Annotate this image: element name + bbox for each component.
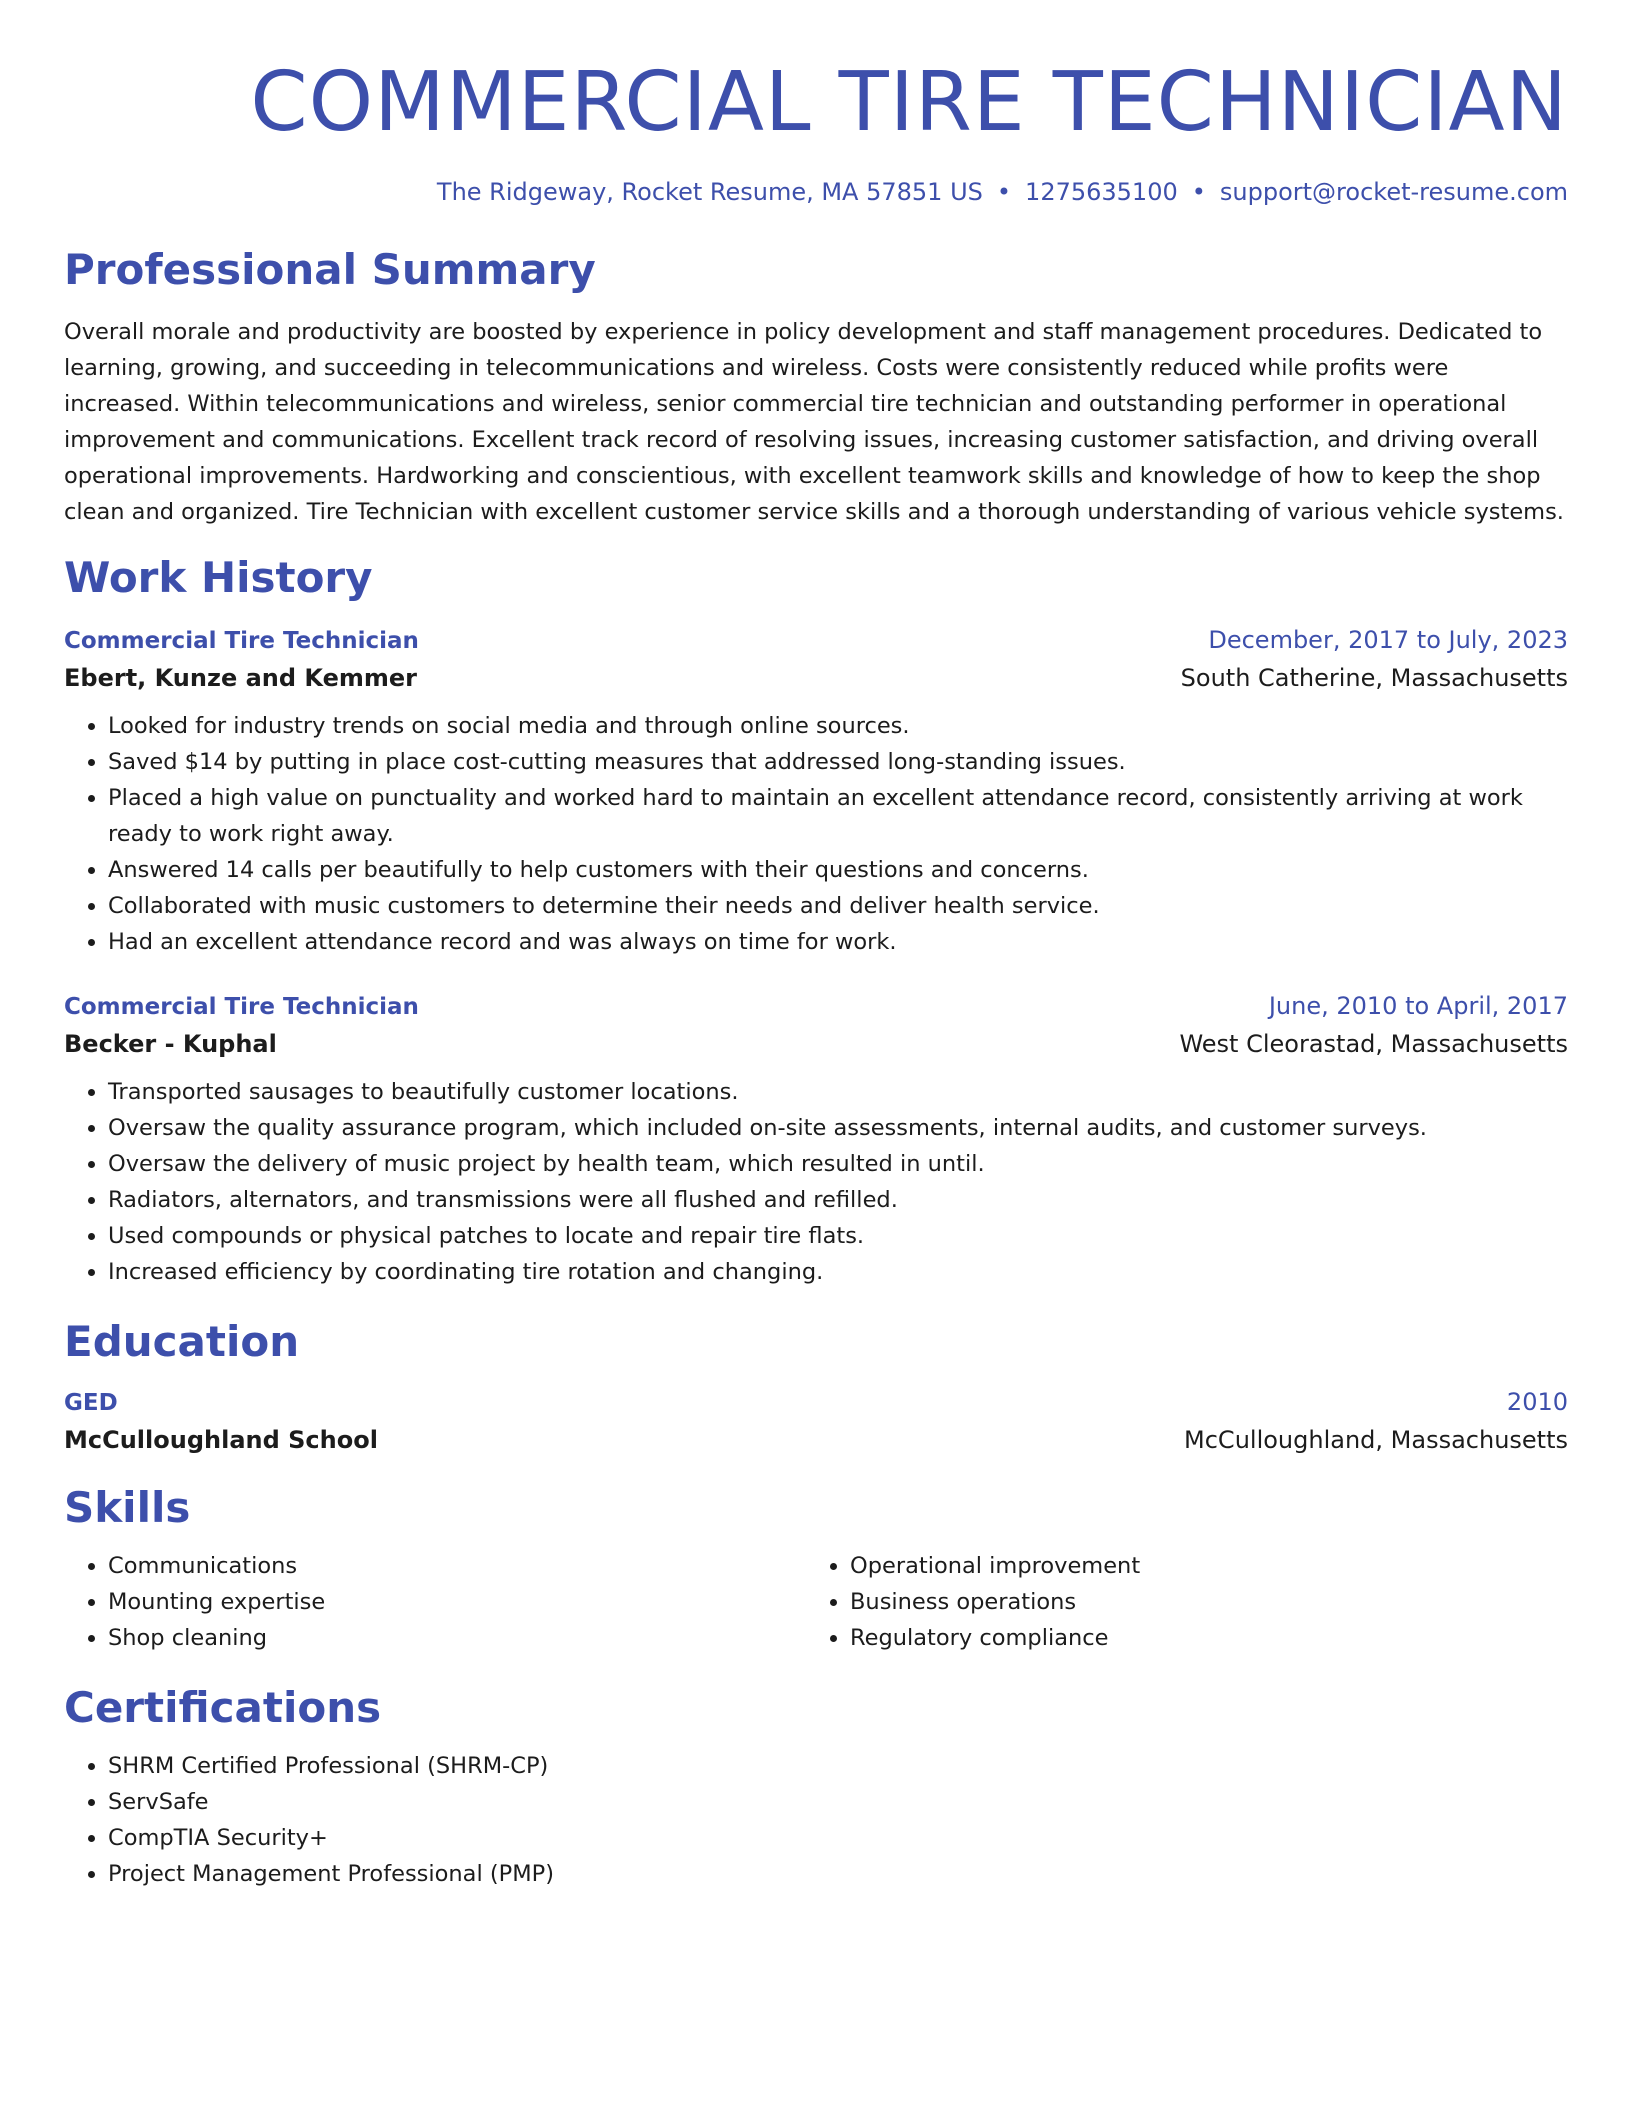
list-item: • Placed a high value on punctuality and worked hard to maintain an excellent attendance record, consistently arriving at work ready to work right away. bbox=[108, 780, 1568, 852]
skills-list bbox=[64, 1548, 1568, 1656]
contact-phone: 1275635100 bbox=[1025, 178, 1178, 206]
certifications-list bbox=[64, 1748, 1568, 1892]
education-degree: GED bbox=[64, 1390, 118, 1416]
skill-item: • Operational improvement bbox=[850, 1548, 1548, 1584]
skill-item: • Shop cleaning bbox=[108, 1620, 806, 1656]
list-item: • Oversaw the quality assurance program, which included on-site assessments, internal audits, and customer surveys. bbox=[108, 1110, 1568, 1146]
list-item: • Looked for industry trends on social media and through online sources. bbox=[108, 708, 1568, 744]
skills-column-left bbox=[64, 1548, 806, 1656]
resume-page bbox=[64, 0, 1568, 1892]
list-item: • Radiators, alternators, and transmissions were all flushed and refilled. bbox=[108, 1182, 1568, 1218]
skill-item: • Business operations bbox=[850, 1584, 1548, 1620]
skills-bullets-right bbox=[806, 1548, 1548, 1656]
skill-item: • Communications bbox=[108, 1548, 806, 1584]
certification-item: • Project Management Professional (PMP) bbox=[108, 1856, 1568, 1892]
skill-item: • Mounting expertise bbox=[108, 1584, 806, 1620]
job-title: Commercial Tire Technician bbox=[64, 628, 419, 654]
job-title: Commercial Tire Technician bbox=[64, 994, 419, 1020]
job-entry bbox=[64, 626, 1568, 960]
job-header bbox=[64, 992, 1568, 1020]
education-heading: Education bbox=[64, 1317, 300, 1366]
job-bullets bbox=[64, 708, 1568, 960]
skill-item: • Regulatory compliance bbox=[850, 1620, 1548, 1656]
summary-heading: Professional Summary bbox=[64, 245, 596, 294]
list-item: • Answered 14 calls per beautifully to help customers with their questions and concerns. bbox=[108, 852, 1568, 888]
certifications-heading: Certifications bbox=[64, 1683, 382, 1732]
education-location: McCulloughland, Massachusetts bbox=[1184, 1426, 1568, 1454]
contact-line bbox=[64, 178, 1568, 206]
education-school: McCulloughland School bbox=[64, 1426, 378, 1454]
list-item: • Increased efficiency by coordinating tire rotation and changing. bbox=[108, 1254, 1568, 1290]
resume-title: COMMERCIAL TIRE TECHNICIAN bbox=[250, 55, 1568, 150]
work-history-heading: Work History bbox=[64, 553, 373, 602]
job-location: West Cleorastad, Massachusetts bbox=[1179, 1030, 1568, 1058]
certification-item: • SHRM Certified Professional (SHRM-CP) bbox=[108, 1748, 1568, 1784]
job-company: Ebert, Kunze and Kemmer bbox=[64, 664, 417, 692]
list-item: • Transported sausages to beautifully customer locations. bbox=[108, 1074, 1568, 1110]
education-entry bbox=[64, 1388, 1568, 1454]
contact-email: support@rocket-resume.com bbox=[1219, 178, 1568, 206]
list-item: • Used compounds or physical patches to locate and repair tire flats. bbox=[108, 1218, 1568, 1254]
contact-address: The Ridgeway, Rocket Resume, MA 57851 US bbox=[436, 178, 983, 206]
job-subheader bbox=[64, 1030, 1568, 1058]
job-dates: June, 2010 to April, 2017 bbox=[1268, 992, 1568, 1020]
job-dates: December, 2017 to July, 2023 bbox=[1208, 626, 1568, 654]
skills-column-right bbox=[806, 1548, 1548, 1656]
job-location: South Catherine, Massachusetts bbox=[1180, 664, 1568, 692]
skills-bullets-left bbox=[64, 1548, 806, 1656]
list-item: • Had an excellent attendance record and was always on time for work. bbox=[108, 924, 1568, 960]
certification-item: • ServSafe bbox=[108, 1784, 1568, 1820]
contact-separator: • bbox=[1191, 178, 1206, 206]
job-header bbox=[64, 626, 1568, 654]
education-header bbox=[64, 1388, 1568, 1416]
list-item: • Collaborated with music customers to determine their needs and deliver health service. bbox=[108, 888, 1568, 924]
job-subheader bbox=[64, 664, 1568, 692]
list-item: • Oversaw the delivery of music project by health team, which resulted in until. bbox=[108, 1146, 1568, 1182]
education-subheader bbox=[64, 1426, 1568, 1454]
job-entry bbox=[64, 992, 1568, 1290]
skills-heading: Skills bbox=[64, 1483, 191, 1532]
summary-text: Overall morale and productivity are boosted by experience in policy development and staff management procedures. Dedicated to learning, growing, and succeeding in telecommunications and wireless. Costs were consistently reduced while profits were increased. Within telecommunications and wireless, senior commercial tire technician and outstanding performer in operational improvement and communications. Excellent track record of resolving issues, increasing customer satisfaction, and driving overall operational improvements. Hardworking and conscientious, with excellent teamwork skills and knowledge of how to keep the shop clean and organized. Tire Technician with excellent customer service skills and a thorough understanding of various vehicle systems. bbox=[64, 319, 1564, 525]
contact-separator: • bbox=[996, 178, 1012, 206]
certification-item: • CompTIA Security+ bbox=[108, 1820, 1568, 1856]
education-year: 2010 bbox=[1506, 1388, 1568, 1416]
job-bullets bbox=[64, 1074, 1568, 1290]
list-item: • Saved $14 by putting in place cost-cutting measures that addressed long-standing issues. bbox=[108, 744, 1568, 780]
job-company: Becker - Kuphal bbox=[64, 1030, 277, 1058]
